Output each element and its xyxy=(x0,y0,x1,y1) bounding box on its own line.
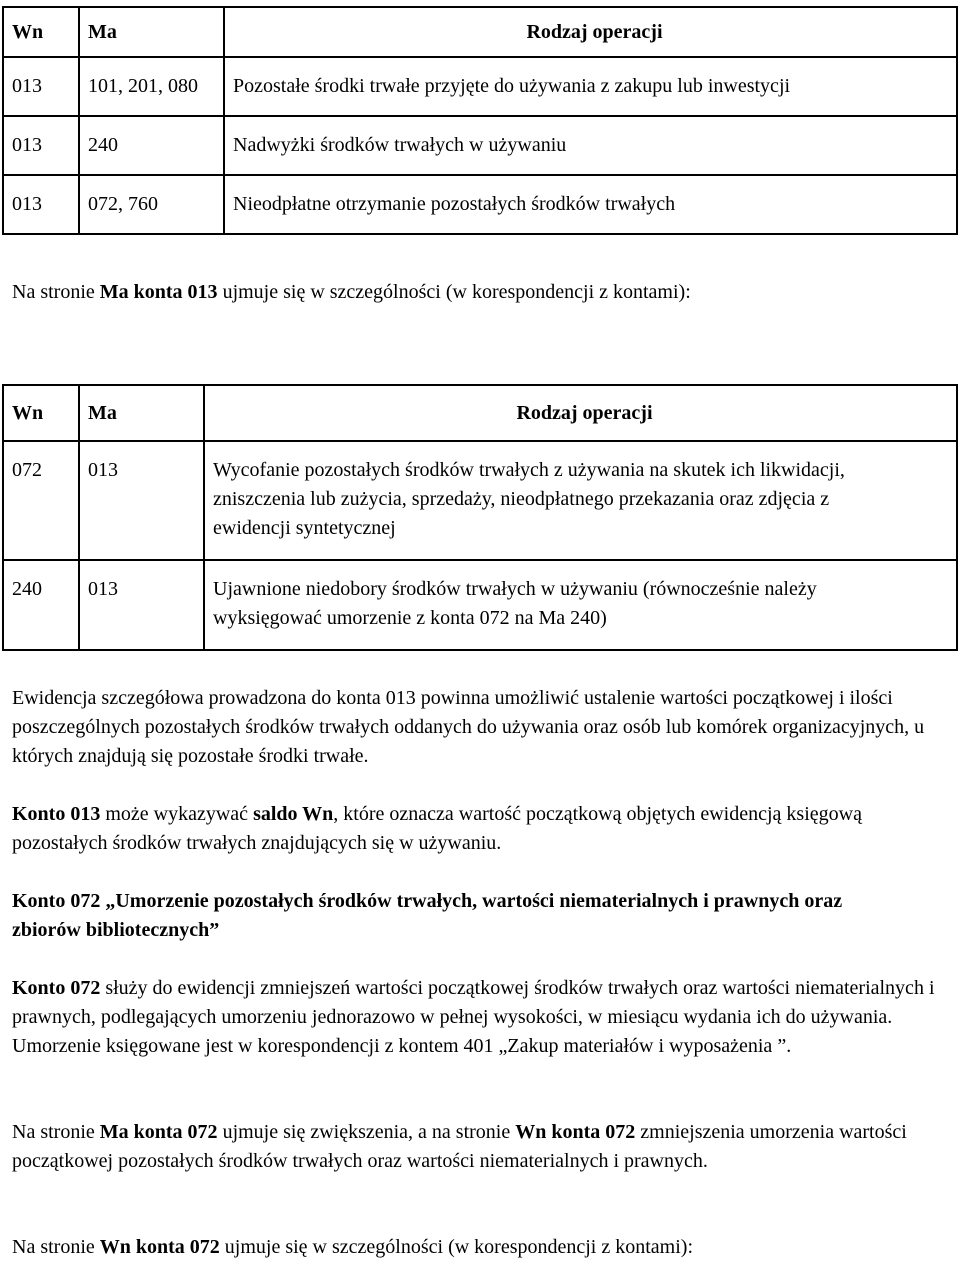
text: ujmuje się w szczególności (w korespondencji z kontami): xyxy=(217,281,691,303)
bold-text: Konto 013 xyxy=(12,803,101,825)
header-ma: Ma xyxy=(79,385,204,441)
bold-text: Ma konta 013 xyxy=(99,281,218,303)
text: zmniejszenia umorzenia wartości początkowej pozostałych środków trwałych oraz wartości niematerialnych i prawnych. xyxy=(12,1121,907,1172)
cell-wn: 013 xyxy=(3,175,79,234)
cell-ma: 013 xyxy=(79,560,204,650)
header-ma: Ma xyxy=(79,7,224,57)
bold-text: Wn konta 072 xyxy=(99,1236,220,1258)
bold-text: saldo Wn xyxy=(253,803,334,825)
table-header-row xyxy=(3,7,957,57)
cell-wn: 072 xyxy=(3,441,79,560)
cell-operation: Nieodpłatne otrzymanie pozostałych środków trwałych xyxy=(224,175,957,234)
header-wn: Wn xyxy=(3,385,79,441)
table-row xyxy=(3,57,957,116)
header-rodzaj-operacji: Rodzaj operacji xyxy=(204,385,957,441)
text: Na stronie xyxy=(12,1121,100,1143)
bold-text: Ma konta 072 xyxy=(99,1121,218,1143)
cell-wn: 013 xyxy=(3,116,79,175)
paragraph-konto-072 xyxy=(12,974,942,1061)
table-row xyxy=(3,560,957,650)
header-wn: Wn xyxy=(3,7,79,57)
cell-ma: 072, 760 xyxy=(79,175,224,234)
table-row xyxy=(3,175,957,234)
text: może wykazywać xyxy=(100,803,254,825)
heading-konto-072: Konto 072 „Umorzenie pozostałych środków trwałych, wartości niematerialnych i prawnych oraz zbiorów bibliotecznych” xyxy=(12,890,843,941)
bold-text: Wn konta 072 xyxy=(515,1121,636,1143)
operations-table-ma-013 xyxy=(2,384,958,651)
cell-ma: 013 xyxy=(79,441,204,560)
header-rodzaj-operacji: Rodzaj operacji xyxy=(224,7,957,57)
cell-wn: 240 xyxy=(3,560,79,650)
cell-operation: Nadwyżki środków trwałych w używaniu xyxy=(224,116,957,175)
paragraph-strony-konta-072 xyxy=(12,1118,942,1176)
cell-operation: Ujawnione niedobory środków trwałych w używaniu (równocześnie należy wyksięgować umorzenie z konta 072 na Ma 240) xyxy=(204,560,957,650)
text: ujmuje się zwiększenia, a na stronie xyxy=(217,1121,516,1143)
bold-text: Konto 072 xyxy=(12,977,101,999)
paragraph-ewidencja-szczegolowa: Ewidencja szczegółowa prowadzona do konta 013 powinna umożliwić ustalenie wartości początkowej i ilości poszczególnych pozostałych środków trwałych oddanych do używania oraz osób lub komórek organizacyjnych, u których znajdują się pozostałe środki trwałe. xyxy=(12,687,925,767)
text: służy do ewidencji zmniejszeń wartości początkowej środków trwałych oraz wartości niematerialnych i prawnych, podlegających umorzeniu jednorazowo w pełnej wysokości, w miesiącu wydania ich do używania. Umorzenie księgowane jest w korespondencji z kontem 401 „Zakup materiałów i wyposażenia ”. xyxy=(12,977,935,1057)
operations-table-wn-013 xyxy=(2,6,958,235)
paragraph-saldo-konta-013 xyxy=(12,800,942,858)
cell-operation: Wycofanie pozostałych środków trwałych z używania na skutek ich likwidacji, zniszczenia lub zużycia, sprzedaży, nieodpłatnego przekazania oraz zdjęcia z ewidencji syntetycznej xyxy=(204,441,957,560)
table-row xyxy=(3,441,957,560)
text: ujmuje się w szczególności (w korespondencji z kontami): xyxy=(219,1236,693,1258)
cell-wn: 013 xyxy=(3,57,79,116)
text: , które oznacza wartość początkową objętych ewidencją księgową pozostałych środków trwałych znajdujących się w używaniu. xyxy=(12,803,862,854)
cell-operation: Pozostałe środki trwałe przyjęte do używania z zakupu lub inwestycji xyxy=(224,57,957,116)
text: Na stronie xyxy=(12,281,100,303)
table-header-row xyxy=(3,385,957,441)
paragraph-wn-konta-072 xyxy=(12,1233,942,1262)
cell-ma: 240 xyxy=(79,116,224,175)
text: Na stronie xyxy=(12,1236,100,1258)
table-row xyxy=(3,116,957,175)
paragraph-ma-konta-013 xyxy=(12,278,942,307)
cell-ma: 101, 201, 080 xyxy=(79,57,224,116)
